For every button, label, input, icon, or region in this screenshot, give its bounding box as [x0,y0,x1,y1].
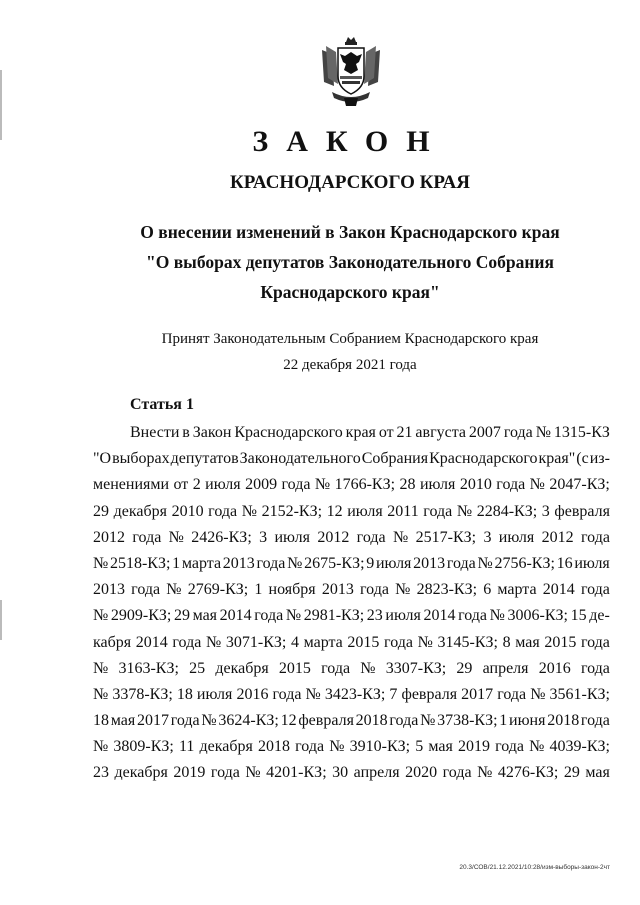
word: года [458,607,488,625]
word: года [210,764,240,782]
word: № [245,764,261,782]
word: 18 [176,685,193,703]
word: 2020 [405,764,438,782]
word: мая [192,607,218,625]
word: 2014 [219,607,252,625]
word: № [285,607,302,625]
word: 2019 [457,738,490,756]
word: 3910-КЗ; [349,738,411,756]
word: года [321,659,351,677]
word: № [287,554,303,572]
word: ноября [268,581,316,599]
word: № [329,738,345,756]
word: 2013 [93,581,125,599]
word: 3378-КЗ; [112,685,173,703]
word: Внести [130,424,180,441]
word: кабря [93,633,132,651]
word: 2016 [236,685,269,703]
word: 2018 [258,738,291,756]
word: № [305,685,321,703]
word: года [272,685,302,703]
body-line [93,708,610,734]
body-line [93,446,610,472]
body-line [93,734,610,760]
word: 3307-КЗ; [385,659,447,677]
word: 30 [332,764,349,782]
body-line [93,420,610,446]
word: де- [589,607,610,625]
word: № [93,659,109,677]
word: июля [385,607,421,625]
word: 3 [541,502,550,520]
word: № [395,581,411,599]
word: № [166,581,182,599]
body-line [93,472,610,498]
word: из- [589,450,610,468]
word: года [281,476,311,494]
word: декабря [215,659,269,677]
word: № [93,738,109,756]
body-line [93,603,610,629]
word: 2012 [93,528,125,546]
adoption-date: 22 декабря 2021 года [283,357,417,373]
word: 2007 [468,424,501,441]
word: 4276-КЗ; [497,764,559,782]
word: 2152-КЗ; [261,502,323,520]
word: 3624-КЗ; [218,712,279,730]
word: 2014 [423,607,456,625]
word: "О [93,450,112,468]
word: года [172,633,202,651]
word: 2013 [222,554,255,572]
word: 29 [173,607,190,625]
article-body [93,420,610,787]
body-line [93,499,610,525]
word: 2823-КЗ; [416,581,478,599]
word: года [384,633,413,651]
word: № [529,738,545,756]
word: 8 [502,633,511,651]
word: года [295,738,325,756]
word: года [208,502,238,520]
word: № [93,685,109,703]
word: 15 [570,607,587,625]
word: 29 [93,502,109,520]
word: 3561-КЗ; [549,685,610,703]
word: № [456,502,473,520]
word: мая [585,764,610,782]
word: 2426-КЗ; [191,528,252,546]
word: 21 [396,424,413,441]
word: 3809-КЗ; [113,738,174,756]
word: 3163-КЗ; [118,659,179,677]
word: года [131,581,161,599]
word: апреля [482,659,529,677]
word: декабря [114,764,168,782]
word: 2013 [413,554,446,572]
word: года [497,685,527,703]
body-line [93,577,610,603]
word: 25 [189,659,206,677]
word: июля [196,685,233,703]
word: 29 [456,659,473,677]
word: июля [375,554,412,572]
word: года [446,554,476,572]
scan-artifact [0,600,2,640]
word: июля [274,528,310,546]
word: года [170,712,200,730]
word: Закон [192,424,232,441]
word: № [168,528,184,546]
word: июля [205,476,241,494]
word: 2769-КЗ; [187,581,249,599]
adoption-info [60,326,640,378]
word: 12 [326,502,343,520]
word: № [201,712,217,730]
word: 11 [178,738,195,756]
word: марта [181,554,222,572]
word: 2017 [461,685,494,703]
word: № [392,528,409,546]
word: 2013 [321,581,354,599]
law-name [60,217,640,307]
word: 2009 [245,476,278,494]
word: в [182,424,190,441]
word: 2 [192,476,201,494]
word: 28 [399,476,416,494]
word: 2018 [355,712,388,730]
word: Собрания [361,450,429,468]
word: края" [538,450,576,468]
word: 4201-КЗ; [266,764,327,782]
word: 2011 [387,502,419,520]
word: 2012 [541,528,574,546]
word: 3423-КЗ; [324,685,386,703]
word: года [503,424,533,441]
word: февраля [298,712,354,730]
word: года [496,476,526,494]
word: 1315-КЗ [553,424,610,441]
adoption-line: Принят Законодательным Собранием Краснодарского края [161,331,539,347]
word: № [477,764,493,782]
word: июля [498,528,535,546]
word: 2018 [547,712,580,730]
word: края [345,424,376,441]
body-line [93,551,610,577]
word: 2019 [173,764,206,782]
word: 3071-КЗ; [225,633,287,651]
word: № [241,502,257,520]
word: года [580,581,610,599]
word: года [389,712,419,730]
word: № [489,607,505,625]
word: № [420,712,436,730]
law-name-line: "О выборах депутатов Законодательного Собрания [146,252,554,272]
document-footer-code: 20.3/СОВ/21.12.2021/10:28/изм-выборы-закон-2чт [459,864,610,871]
word: года [256,554,286,572]
word: 2047-КЗ; [549,476,610,494]
word: года [423,502,453,520]
word: 12 [280,712,297,730]
body-line [93,682,610,708]
word: 3006-КЗ; [507,607,568,625]
word: (с [576,450,589,468]
word: от [378,424,394,441]
word: 2014 [135,633,168,651]
word: года [442,764,472,782]
word: № [530,685,546,703]
word: от [173,476,189,494]
article-heading: Статья 1 [130,396,194,413]
word: декабря [199,738,253,756]
word: 2756-КЗ; [494,554,555,572]
word: № [417,633,433,651]
word: № [360,659,376,677]
word: 1766-КЗ; [334,476,396,494]
word: № [529,476,545,494]
word: менениями [93,476,170,494]
word: 2015 [544,633,577,651]
word: 2981-КЗ; [303,607,365,625]
word: 2015 [278,659,311,677]
word: 2909-КЗ; [110,607,172,625]
word: Краснодарского [234,424,343,441]
word: 3738-КЗ; [437,712,498,730]
word: декабря [113,502,167,520]
law-name-line: Краснодарского края" [260,282,440,302]
word: 3 [259,528,268,546]
word: 2010 [459,476,492,494]
word: мая [428,738,453,756]
word: 2010 [171,502,204,520]
word: выборах [112,450,170,468]
word: 29 [563,764,580,782]
word: 4 [290,633,299,651]
word: года [360,581,389,599]
word: 1 [254,581,263,599]
body-line [93,656,610,682]
word: 18 [93,712,109,730]
word: 2518-КЗ; [109,554,171,572]
word: 1 [499,712,508,730]
word: 2284-КЗ; [476,502,538,520]
word: 9 [366,554,375,572]
word: 2517-КЗ; [415,528,477,546]
word: года [580,659,610,677]
law-name-line: О внесении изменений в Закон Краснодарского края [140,222,560,242]
word: 2675-КЗ; [304,554,365,572]
word: 4039-КЗ; [549,738,610,756]
body-line [93,525,610,551]
word: № [535,424,551,441]
word: депутатов [170,450,239,468]
word: года [132,528,162,546]
word: 23 [366,607,383,625]
word: Законодательного [239,450,361,468]
word: 1 [172,554,181,572]
word: 2012 [317,528,350,546]
word: марта [497,581,537,599]
word: марта [303,633,343,651]
word: № [314,476,331,494]
word: 2017 [136,712,169,730]
word: июля [347,502,383,520]
word: № [93,607,109,625]
word: 3 [483,528,492,546]
word: апреля [353,764,400,782]
word: года [580,633,610,651]
word: Краснодарского [429,450,538,468]
word: 2014 [542,581,575,599]
word: мая [515,633,540,651]
word: августа [415,424,467,441]
word: февраля [401,685,458,703]
word: года [356,528,386,546]
body-line [93,630,610,656]
word: № [93,554,109,572]
word: июля [419,476,456,494]
word: 2016 [538,659,571,677]
word: июля [574,554,610,572]
word: года [580,712,610,730]
word: года [254,607,284,625]
word: 7 [389,685,398,703]
word: 5 [415,738,424,756]
word: мая [110,712,136,730]
document-title: ЗАКОН [252,125,448,158]
word: 3145-КЗ; [437,633,498,651]
coat-of-arms-icon [318,36,384,108]
body-line [93,760,610,786]
word: 6 [483,581,492,599]
word: № [205,633,222,651]
word: 23 [93,764,109,782]
word: года [495,738,525,756]
word: февраля [554,502,610,520]
word: года [580,528,610,546]
word: № [477,554,493,572]
document-subtitle: КРАСНОДАРСКОГО КРАЯ [229,172,471,193]
word: июня [509,712,546,730]
word: 16 [556,554,573,572]
word: 2015 [347,633,380,651]
